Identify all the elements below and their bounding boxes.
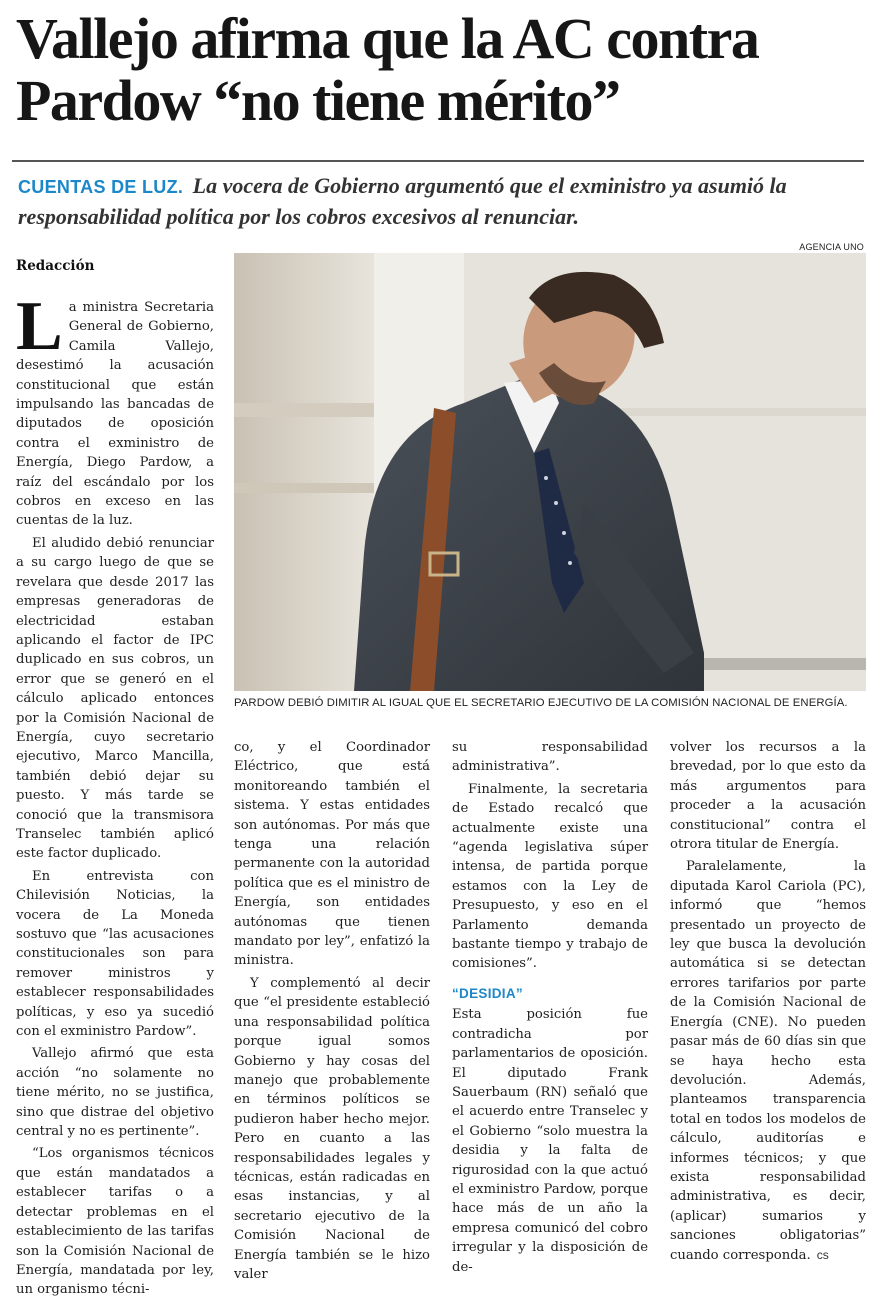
paragraph: Vallejo afirmó que esta acción “no solamente no tiene mérito, no se justifica, sino que distrae del objetivo central y no es pertinente”. bbox=[16, 1046, 214, 1140]
paragraph-text: Paralelamente, la diputada Karol Cariola (PC), informó que “hemos presentado un proyecto de ley que busca la devolución automática si se detectan errores tarifarios por parte de la Comisión Nacional de Energía (CNE). No pueden pasar más de 60 días sin que se haya hecho esta devolución. Además, planteamos transparencia total en todos los modelos de cálculo, auditorías e informes técnicos; y que exista responsabilidad administrativa, es decir, (aplicar) sumarios y sanciones obligatorias” cuando corresponda. bbox=[670, 859, 866, 1263]
paragraph: su responsabilidad administrativa”. bbox=[452, 740, 648, 775]
paragraph: Esta posición fue contradicha por parlamentarios de oposición. El diputado Frank Sauerbaum (RN) señaló que el acuerdo entre Transelec y el Gobierno “solo muestra la desidia y la falta de rigurosidad con la que actuó el exministro Pardow, porque hace más de un año la empresa comunicó del cobro irregular y la disposición de de- bbox=[452, 1007, 648, 1275]
column-3 bbox=[452, 738, 648, 1280]
paragraph bbox=[670, 857, 866, 1265]
headline-divider bbox=[12, 160, 864, 162]
paragraph: El aludido debió renunciar a su cargo luego de que se revelara que desde 2017 las empresas generadoras de electricidad estaban aplicando el factor de IPC duplicado en sus cobros, un error que se generó en el cálculo aplicado entonces por la Comisión Nacional de Energía, cuyo secretario ejecutivo, Marco Mancilla, también debió dejar su puesto. Y más tarde se conoció que la transmisora Transelec también aplicó este factor duplicado. bbox=[16, 535, 214, 862]
paragraph: volver los recursos a la brevedad, por lo que esto da más argumentos para proceder a la acusación constitucional” contra el otrora titular de Energía. bbox=[670, 740, 866, 853]
photo-illustration bbox=[234, 253, 866, 691]
photo-caption: PARDOW DEBIÓ DIMITIR AL IGUAL QUE EL SECRETARIO EJECUTIVO DE LA COMISIÓN NACIONAL DE ENERGÍA. bbox=[234, 697, 848, 709]
byline: Redacción bbox=[16, 258, 95, 274]
lead-paragraph bbox=[18, 171, 864, 232]
headline: Vallejo afirma que la AC contra Pardow “no tiene mérito” bbox=[16, 6, 759, 133]
photo-credit: AGENCIA UNO bbox=[799, 242, 864, 252]
column-1 bbox=[16, 288, 214, 1303]
paragraph: Y complementó al decir que “el presidente estableció una responsabilidad política porque igual somos Gobierno y hay cosas del manejo que probablemente en términos políticos se pudieron haber hecho mejor. Pero en cuanto a las responsabilidades legales y técnicas, están radicadas en esas instancias, y al secretario ejecutivo de la Comisión Nacional de Energía también se le hizo valer bbox=[234, 975, 430, 1282]
paragraph: En entrevista con Chilevisión Noticias, la vocera de La Moneda sostuvo que “las acusaciones constitucionales son para remover ministros y establecer responsabilidades políticas, y eso ya sucedió con el exministro Pardow”. bbox=[16, 868, 214, 1040]
paragraph bbox=[16, 288, 214, 531]
paragraph: “Los organismos técnicos que están mandatados a establecer tarifas o a detectar problemas en el establecimiento de las tarifas son la Comisión Nacional de Energía, mandatada por ley, un organismo técni- bbox=[16, 1146, 214, 1298]
paragraph-text: a ministra Secretaria General de Gobierno, Camila Vallejo, desestimó la acusación constitucional que están impulsando las bancadas de diputados de oposición contra el exministro de Energía, Diego Pardow, a raíz del escándalo por los cobros en exceso en las cuentas de la luz. bbox=[16, 300, 214, 529]
paragraph: Finalmente, la secretaria de Estado recalcó que actualmente existe una “agenda legislativa súper intensa, de partida porque estamos con la Ley de Presupuesto, y eso en el Parlamento demanda bastante tiempo y trabajo de comisiones”. bbox=[452, 781, 648, 972]
column-4 bbox=[670, 738, 866, 1268]
column-2 bbox=[234, 738, 430, 1287]
drop-cap: L bbox=[16, 288, 63, 365]
paragraph: co, y el Coordinador Eléctrico, que está monitoreando también el sistema. Y estas entidades son autónomas. Por más que tenga una relación permanente con la autoridad política que es el ministro de Energía, son entidades autónomas que tienen mandato por ley”, enfatizó la ministra. bbox=[234, 740, 430, 969]
subheading: “DESIDIA” bbox=[452, 985, 523, 1001]
end-mark: cs bbox=[816, 1247, 829, 1262]
article-photo bbox=[234, 253, 866, 691]
lead-text: La vocera de Gobierno argumentó que el exministro ya asumió la responsabilidad política por los cobros excesivos al renunciar. bbox=[18, 173, 787, 229]
kicker: CUENTAS DE LUZ. bbox=[18, 177, 184, 197]
